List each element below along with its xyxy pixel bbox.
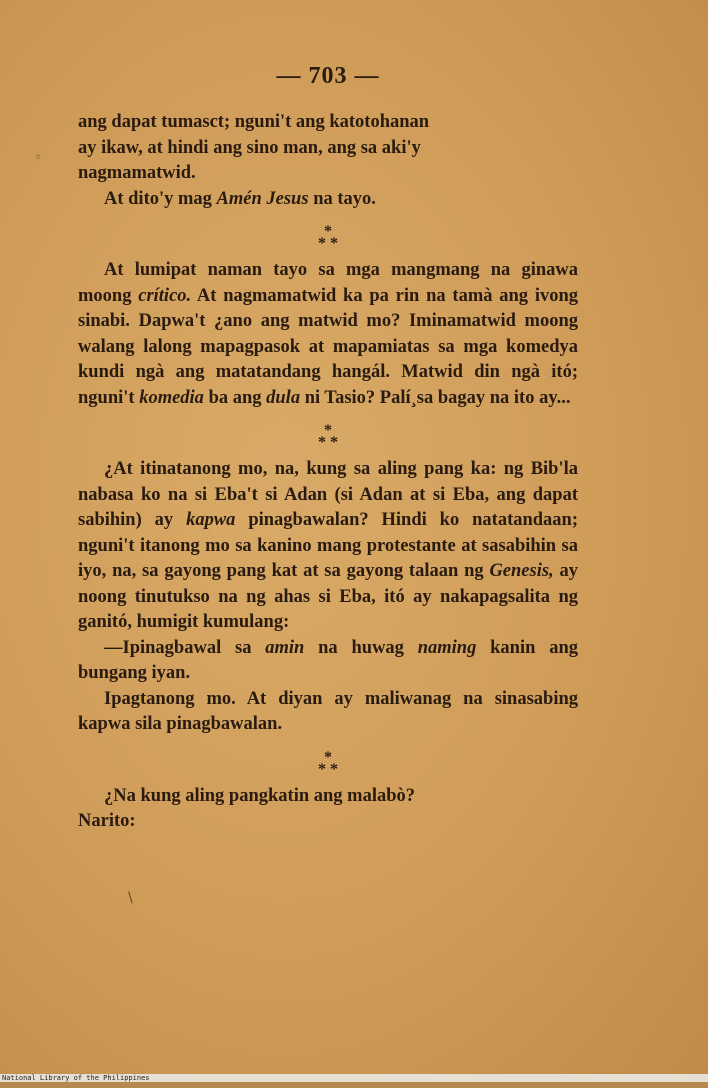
text-run: At nagmamatwid ka pa rin na tamà ang ivong sinabi. Dapwa't ¿ano ang matwid mo? Iminamatwid moong walang lalong mapagpasok at mapamiatas sa mga komedya kundi ngà ang matatandang hangál. Matwid din ngà itó; nguni't	[78, 285, 579, 408]
page-content	[78, 110, 578, 835]
page-text-body	[78, 60, 578, 835]
italic-text: amin	[265, 637, 305, 658]
text-run: ¿At itinatanong mo, na, kung sa aling pang ka: ng Bib'la nabasa ko na si Eba't si Adan (si Adan at si Eba, ang dapat sabihin) ay	[78, 459, 578, 530]
italic-text: naming	[417, 637, 477, 658]
paragraph	[78, 636, 578, 687]
paragraph	[78, 784, 578, 810]
text-line: ay ikaw, at hindi ang sino man, ang sa aki'y	[78, 137, 421, 158]
text-run: At lumipat naman tayo sa mga mangmang na ginawa moong	[78, 260, 578, 306]
text-run: —Ipinagbawal sa	[104, 637, 266, 658]
text-line: ang dapat tumasct; nguni't ang katotohanan	[78, 112, 430, 132]
library-credit-footer: National Library of the Philippines	[0, 1074, 708, 1082]
text-line: Narito:	[78, 811, 136, 831]
text-run: na huwag	[304, 637, 418, 658]
text-run: kanin ang bungang iyan.	[78, 637, 578, 683]
text-run: At dito'y mag	[104, 188, 217, 209]
text-run: pinagbawalan? Hindi ko natatandaan; nguni't itanong mo sa kanino mang protestante at sasabihin sa iyo, na, sa gayong pang kat at sa gayong talaan ng	[78, 510, 579, 581]
italic-text: kapwa	[186, 510, 236, 530]
paragraph	[78, 457, 578, 636]
text-run: na tayo.	[308, 188, 376, 209]
asterism-separator: * * *	[318, 223, 338, 252]
italic-text: Genesis,	[489, 561, 554, 581]
italic-text: Amén Jesus	[216, 188, 309, 209]
page-speck-mark: \	[128, 890, 133, 906]
text-line: nagmamatwid.	[78, 163, 196, 183]
paragraph	[78, 258, 578, 411]
page-speck-mark: ◦	[34, 150, 43, 166]
text-run: ba ang	[203, 387, 267, 408]
text-run: ni Tasio? Palí¸sa bagay na ito ay...	[300, 387, 571, 408]
text-run: ay noong tinutukso na ng ahas si Eba, itó ay nakapagsalita ng ganitó, humigit kumulang:	[78, 561, 579, 632]
paragraph	[78, 809, 578, 835]
paragraph	[78, 110, 578, 187]
asterism-separator: * * *	[318, 748, 338, 778]
italic-text: dula	[266, 387, 301, 408]
italic-text: komedia	[139, 387, 204, 408]
text-run: Ipagtanong mo. At diyan ay maliwanag na sinasabing kapwa sila pinagbawalan.	[78, 688, 578, 734]
page-number: — 703 —	[276, 63, 380, 89]
text-run: ¿Na kung aling pangkatin ang malabò?	[104, 785, 416, 806]
paragraph	[78, 687, 578, 738]
asterism-separator: * * *	[318, 422, 338, 451]
paragraph	[78, 187, 578, 213]
italic-text: crítico.	[138, 285, 192, 306]
